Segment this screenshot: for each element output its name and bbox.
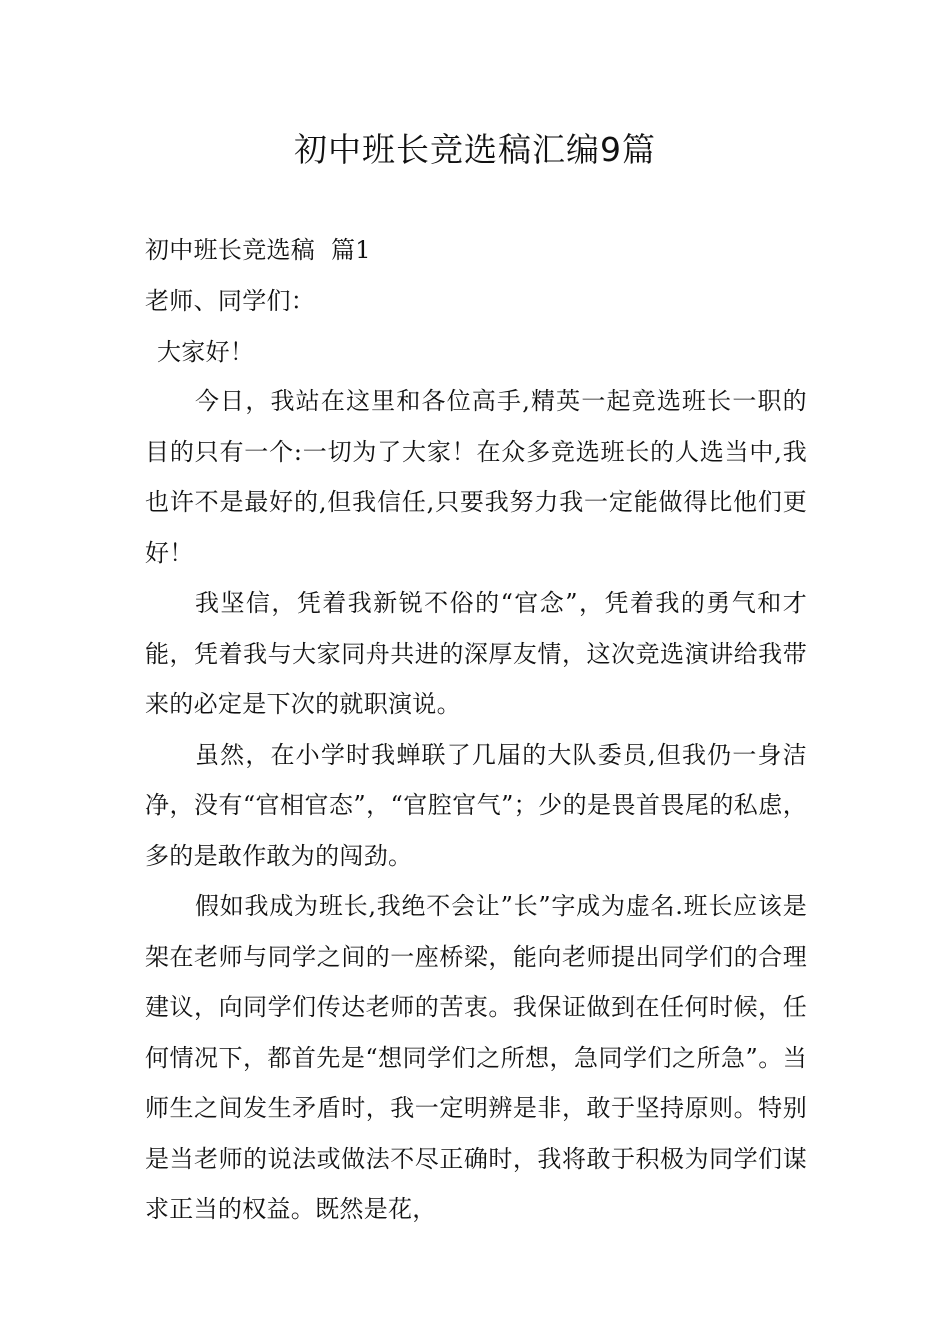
paragraph: 我坚信，凭着我新锐不俗的“官念”，凭着我的勇气和才能，凭着我与大家同舟共进的深厚友情，这次竞选演讲给我带来的必定是下次的就职演说。 [145, 589, 807, 718]
document-title: 初中班长竞选稿汇编9篇 [294, 130, 656, 169]
section-heading: 初中班长竞选稿 篇1 [145, 236, 371, 264]
paragraph: 今日，我站在这里和各位高手,精英一起竞选班长一职的目的只有一个:一切为了大家！在众多竞选班长的人选当中,我也许不是最好的,但我信任,只要我努力我一定能做得比他们更好！ [145, 387, 807, 567]
paragraph: 假如我成为班长,我绝不会让”长”字成为虚名.班长应该是架在老师与同学之间的一座桥梁，能向老师提出同学们的合理建议，向同学们传达老师的苦衷。我保证做到在任何时候，任何情况下，都首先是“想同学们之所想，急同学们之所急”。当师生之间发生矛盾时，我一定明辨是非，敢于坚持原则。特别是当老师的说法或做法不尽正确时，我将敢于积极为同学们谋求正当的权益。既然是花， [145, 892, 807, 1223]
body-text [145, 376, 807, 1235]
greeting: 大家好！ [157, 338, 255, 366]
salutation: 老师、同学们： [145, 287, 316, 315]
paragraph: 虽然，在小学时我蝉联了几届的大队委员,但我仍一身洁净，没有“官相官态”，“官腔官气”；少的是畏首畏尾的私虑，多的是敢作敢为的闯劲。 [145, 740, 807, 870]
